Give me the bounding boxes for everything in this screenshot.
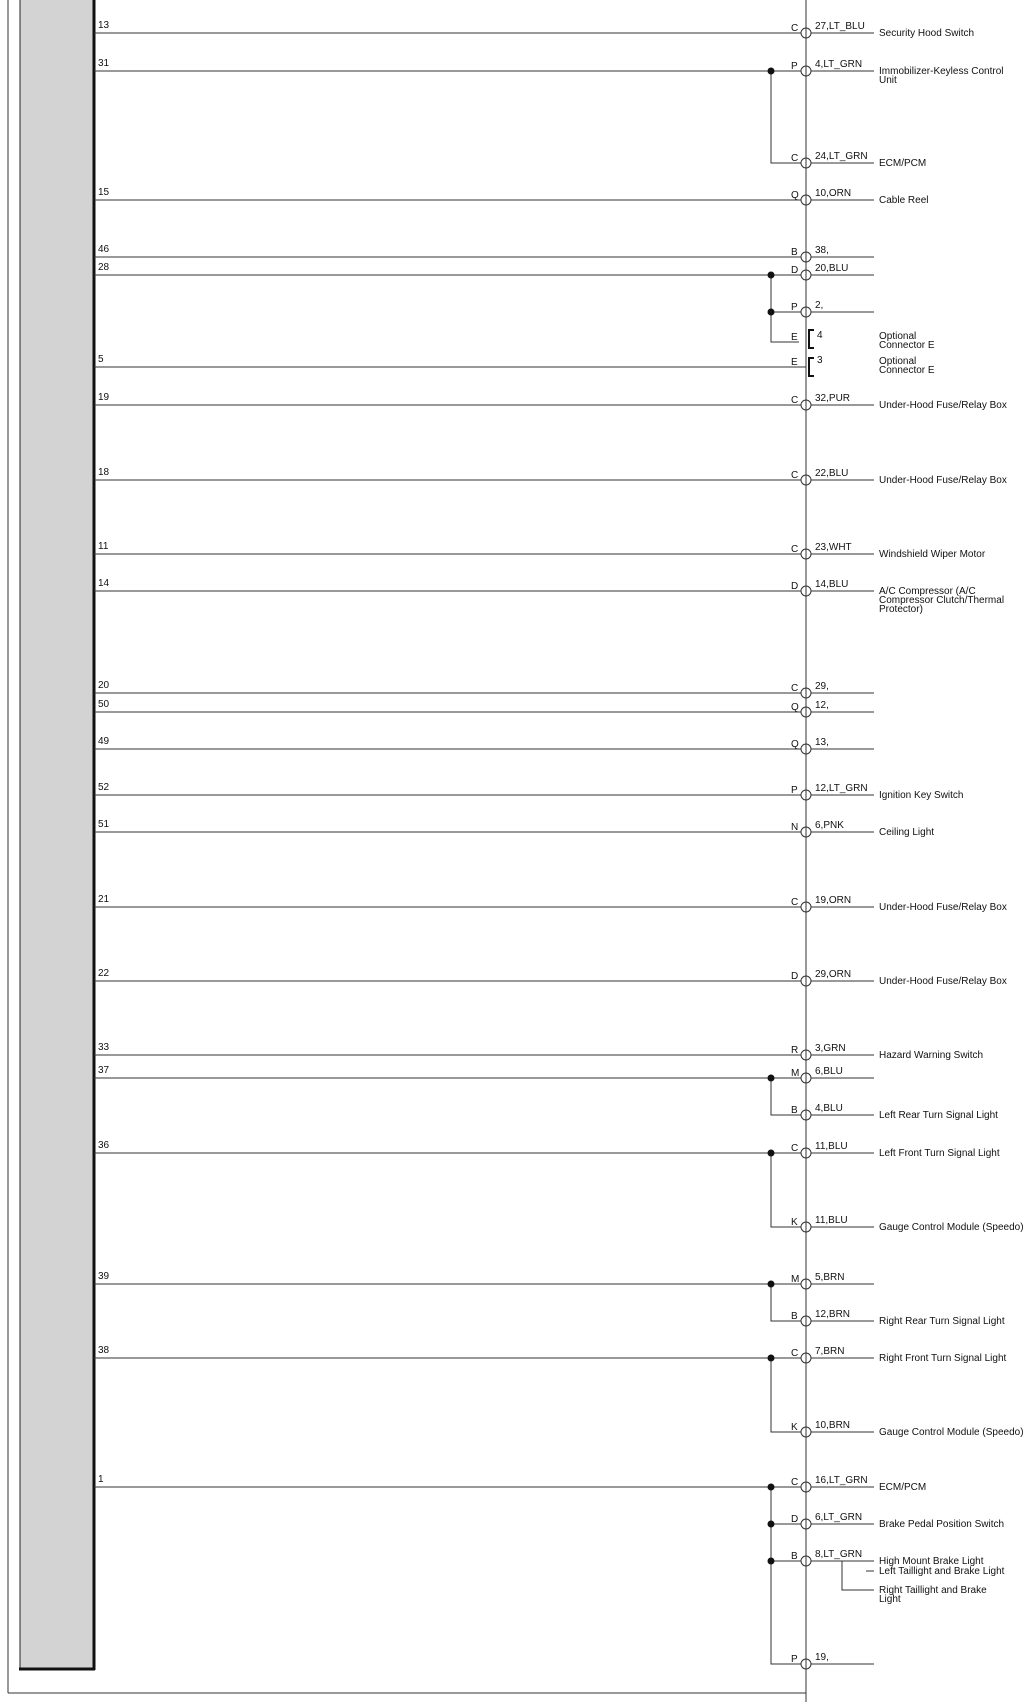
connector-letter: B [791, 1105, 798, 1116]
pin-number: 52 [98, 782, 110, 793]
connector-letter: P [791, 785, 798, 796]
terminal-wire-color: 3 [817, 355, 823, 366]
junction-dot [768, 1484, 775, 1491]
component-name: Under-Hood Fuse/Relay Box [879, 976, 1007, 987]
pin-number: 22 [98, 968, 110, 979]
pin-number: 19 [98, 392, 110, 403]
connector-letter: C [791, 1477, 799, 1488]
junction-dot [768, 1355, 775, 1362]
connector-letter: B [791, 1311, 798, 1322]
connector-letter: D [791, 265, 799, 276]
terminal-wire-color: 7,BRN [815, 1346, 845, 1357]
terminal-wire-color: 32,PUR [815, 393, 851, 404]
terminal-wire-color: 6,PNK [815, 820, 844, 831]
component-labels [879, 28, 1024, 1605]
terminal-wire-color: 10,BRN [815, 1420, 851, 1431]
pin-number: 51 [98, 819, 110, 830]
junction-dot [768, 1150, 775, 1157]
terminal-wire-color: 29, [815, 681, 829, 692]
component-name: Left Rear Turn Signal Light [879, 1110, 998, 1121]
pin-number: 49 [98, 736, 110, 747]
connector-letter: E [791, 357, 798, 368]
pin-number: 15 [98, 187, 110, 198]
connector-letter: D [791, 581, 799, 592]
junction-dot [768, 1558, 775, 1565]
connector-letter: Q [791, 190, 799, 201]
pin-number: 21 [98, 894, 110, 905]
terminal-wire-color: 4 [817, 330, 823, 341]
connector-letter: K [791, 1422, 798, 1433]
component-name: Left Taillight and Brake Light [879, 1566, 1005, 1577]
pin-number: 46 [98, 244, 110, 255]
component-name: ECM/PCM [879, 1482, 927, 1493]
junction-dot [768, 1075, 775, 1082]
component-name: Brake Pedal Position Switch [879, 1519, 1005, 1530]
component-name: Right Taillight and Brake [879, 1585, 987, 1596]
branch-39 [771, 1284, 806, 1321]
optional-connector-brackets [809, 330, 814, 376]
terminal-wire-color: 29,ORN [815, 969, 852, 980]
component-name: Optional [879, 331, 917, 342]
component-name: Under-Hood Fuse/Relay Box [879, 475, 1007, 486]
connector-letter: E [791, 332, 798, 343]
connector-letter: C [791, 683, 799, 694]
branch-36 [771, 1153, 806, 1227]
component-name: Light [879, 1594, 901, 1605]
junction-dot [768, 272, 775, 279]
terminal-wire-color: 2, [815, 300, 824, 311]
connector-letter: C [791, 153, 799, 164]
terminal-wire-color: 23,WHT [815, 542, 852, 553]
component-name: Connector E [879, 340, 935, 351]
connector-letter: C [791, 395, 799, 406]
pin-number: 31 [98, 58, 110, 69]
pin-number: 38 [98, 1345, 110, 1356]
terminal-labels [815, 21, 868, 1663]
component-name: Hazard Warning Switch [879, 1050, 984, 1061]
component-name: Ignition Key Switch [879, 790, 964, 801]
terminal-wire-color: 19,ORN [815, 895, 852, 906]
connector-letter: R [791, 1045, 799, 1056]
pin-number: 20 [98, 680, 110, 691]
connector-letter: C [791, 470, 799, 481]
component-name: A/C Compressor (A/C [879, 586, 976, 597]
connector-letter: D [791, 971, 799, 982]
bracket-e4 [809, 330, 814, 348]
connector-letter: B [791, 247, 798, 258]
wires [94, 33, 806, 1487]
terminal-wire-color: 5,BRN [815, 1272, 845, 1283]
connector-letter: M [791, 1068, 800, 1079]
terminal-wire-color: 13, [815, 737, 829, 748]
terminal-wire-color: 6,BLU [815, 1066, 843, 1077]
terminal-wire-color: 19, [815, 1652, 829, 1663]
junction-dot [768, 309, 775, 316]
component-name: Unit [879, 75, 897, 86]
connector-letter: P [791, 1654, 798, 1665]
pin-number: 36 [98, 1140, 110, 1151]
terminal-wire-color: 12,LT_GRN [815, 783, 868, 794]
connector-letter: N [791, 822, 799, 833]
terminal-wire-color: 14,BLU [815, 579, 849, 590]
component-name: Protector) [879, 604, 923, 615]
component-name: High Mount Brake Light [879, 1556, 984, 1567]
terminal-wire-color: 4,BLU [815, 1103, 843, 1114]
pin-number: 14 [98, 578, 110, 589]
component-name: Windshield Wiper Motor [879, 549, 986, 560]
component-name: Under-Hood Fuse/Relay Box [879, 902, 1007, 913]
terminal-wire-color: 11,BLU [815, 1215, 848, 1226]
pin-number: 37 [98, 1065, 110, 1076]
connector-letter: P [791, 61, 798, 72]
component-name: Ceiling Light [879, 827, 935, 838]
junction-dot [768, 1521, 775, 1528]
connector-letter: M [791, 1274, 800, 1285]
pin-number: 11 [98, 541, 109, 552]
branch-31 [771, 71, 806, 163]
component-name: Under-Hood Fuse/Relay Box [879, 400, 1007, 411]
pin-number: 5 [98, 354, 104, 365]
terminal-wire-color: 24,LT_GRN [815, 151, 868, 162]
terminal-wire-color: 3,GRN [815, 1043, 846, 1054]
terminal-wire-color: 12,BRN [815, 1309, 851, 1320]
component-name: Right Rear Turn Signal Light [879, 1316, 1005, 1327]
component-name: Security Hood Switch [879, 28, 975, 39]
connector-letter: C [791, 544, 799, 555]
terminal-wire-color: 20,BLU [815, 263, 849, 274]
component-name: Compressor Clutch/Thermal [879, 595, 1005, 606]
connector-letter: B [791, 1551, 798, 1562]
branch-1 [771, 1487, 806, 1664]
connector-letter: C [791, 897, 799, 908]
terminal-wire-color: 11,BLU [815, 1141, 848, 1152]
splice-branches [771, 71, 806, 1664]
bracket-e3 [809, 358, 814, 376]
component-name: Gauge Control Module (Speedo) [879, 1222, 1024, 1233]
connector-letter: D [791, 1514, 799, 1525]
pin-number: 18 [98, 467, 110, 478]
terminal-wire-color: 4,LT_GRN [815, 59, 863, 70]
connector-letter: C [791, 23, 799, 34]
terminal-wire-color: 6,LT_GRN [815, 1512, 863, 1523]
terminal-wire-color: 12, [815, 700, 829, 711]
terminal-wire-color: 38, [815, 245, 829, 256]
terminal-wire-color: 8,LT_GRN [815, 1549, 863, 1560]
pin-number: 39 [98, 1271, 110, 1282]
pin-number: 1 [98, 1474, 104, 1485]
component-name: Cable Reel [879, 195, 929, 206]
terminal-wire-color: 27,LT_BLU [815, 21, 865, 32]
pin-labels [98, 20, 110, 1485]
component-name: Connector E [879, 365, 935, 376]
connector-letters [791, 23, 799, 1665]
control-unit-block [20, 0, 94, 1668]
terminal-wire-color: 16,LT_GRN [815, 1475, 868, 1486]
terminal-wire-color: 10,ORN [815, 188, 852, 199]
pin-number: 50 [98, 699, 110, 710]
connector-letter: C [791, 1143, 799, 1154]
connector-letter: Q [791, 702, 799, 713]
pin-number: 33 [98, 1042, 110, 1053]
junction-dot [768, 1281, 775, 1288]
component-name: Right Front Turn Signal Light [879, 1353, 1007, 1364]
terminal-wire-color: 22,BLU [815, 468, 849, 479]
pin-number: 28 [98, 262, 110, 273]
connector-letter: P [791, 302, 798, 313]
component-name: Immobilizer-Keyless Control [879, 66, 1004, 77]
connector-letter: C [791, 1348, 799, 1359]
junction-dot [768, 68, 775, 75]
branch-37 [771, 1078, 806, 1115]
component-name: ECM/PCM [879, 158, 927, 169]
component-name: Gauge Control Module (Speedo) [879, 1427, 1024, 1438]
pin-number: 13 [98, 20, 110, 31]
connector-letter: K [791, 1217, 798, 1228]
component-name: Optional [879, 356, 917, 367]
component-name: Left Front Turn Signal Light [879, 1148, 1000, 1159]
branch-38 [771, 1358, 806, 1432]
connector-letter: Q [791, 739, 799, 750]
